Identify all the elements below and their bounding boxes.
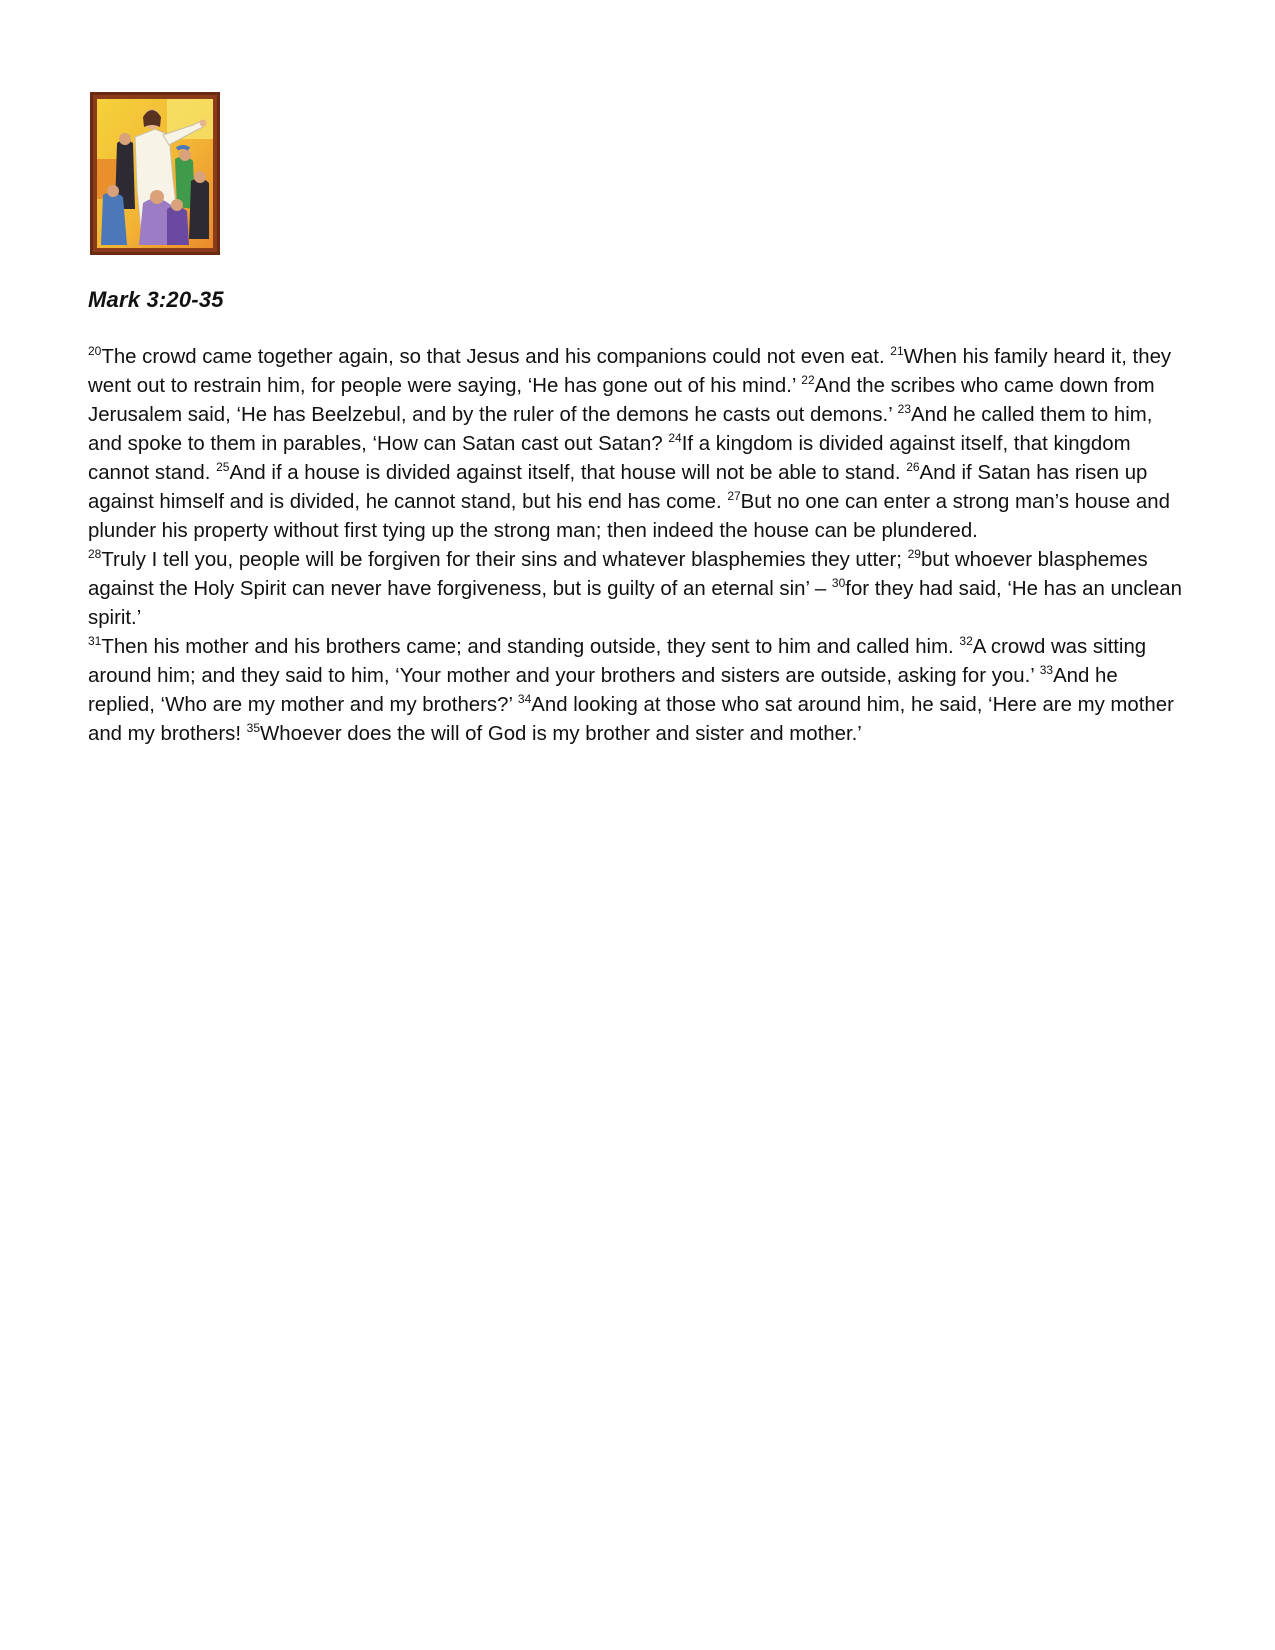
verse-number: 34 [517,692,532,707]
verse-text: And if Satan has risen up against himself and is divided, he cannot stand, but his end has come. [88,462,1148,513]
scripture-paragraph [88,546,1188,633]
verse-text: The crowd came together again, so that Jesus and his companions could not even eat. [101,346,891,368]
jesus-preaching-to-crowd-illustration-icon [97,99,213,248]
verse-text: Whoever does the will of God is my brother and sister and mother.’ [260,723,862,745]
verse-text: for they had said, ‘He has an unclean spirit.’ [88,578,1182,629]
scripture-passage [88,343,1188,749]
verse-number: 27 [727,489,741,504]
verse-text: And looking at those who sat around him, he said, ‘Here are my mother and my brothers! [88,694,1174,745]
verse-text: When his family heard it, they went out to restrain him, for people were saying, ‘He has gone out of his mind.’ [88,346,1172,397]
verse-text: Then his mother and his brothers came; and standing outside, they sent to him and called him. [101,636,960,658]
verse-number: 26 [906,460,920,475]
verse-number: 25 [216,460,230,475]
verse-text: And if a house is divided against itself, that house will not be able to stand. [229,462,907,484]
verse-number: 30 [831,576,846,591]
scripture-paragraph [88,633,1188,749]
verse-number: 23 [897,402,912,417]
verse-number: 32 [959,634,973,649]
verse-text: Truly I tell you, people will be forgiven for their sins and whatever blasphemies they utter; [101,549,908,571]
verse-text: But no one can enter a strong man’s house and plunder his property without first tying up the strong man; then indeed the house can be plundered. [88,491,1170,542]
scripture-paragraph [88,343,1188,546]
verse-number: 20 [88,344,102,359]
verse-number: 29 [907,547,921,562]
jesus-preaching-illustration [90,92,220,255]
verse-text: And he replied, ‘Who are my mother and my brothers?’ [88,665,1118,716]
verse-number: 33 [1039,663,1054,678]
verse-number: 22 [801,373,815,388]
passage-heading: Mark 3:20-35 [88,287,224,312]
verse-number: 31 [88,634,102,649]
verse-number: 24 [668,431,682,446]
verse-text: A crowd was sitting around him; and they said to him, ‘Your mother and your brothers and sisters are outside, asking for you.’ [88,636,1147,687]
verse-number: 21 [890,344,904,359]
verse-text: And the scribes who came down from Jerusalem said, ‘He has Beelzebul, and by the ruler of the demons he casts out demons.’ [88,375,1155,426]
verse-text: And he called them to him, and spoke to them in parables, ‘How can Satan cast out Satan? [88,404,1153,455]
verse-number: 28 [88,547,102,562]
verse-text: but whoever blasphemes against the Holy Spirit can never have forgiveness, but is guilty of an eternal sin’ – [88,549,1148,600]
verse-number: 35 [246,721,261,736]
verse-text: If a kingdom is divided against itself, that kingdom cannot stand. [88,433,1131,484]
